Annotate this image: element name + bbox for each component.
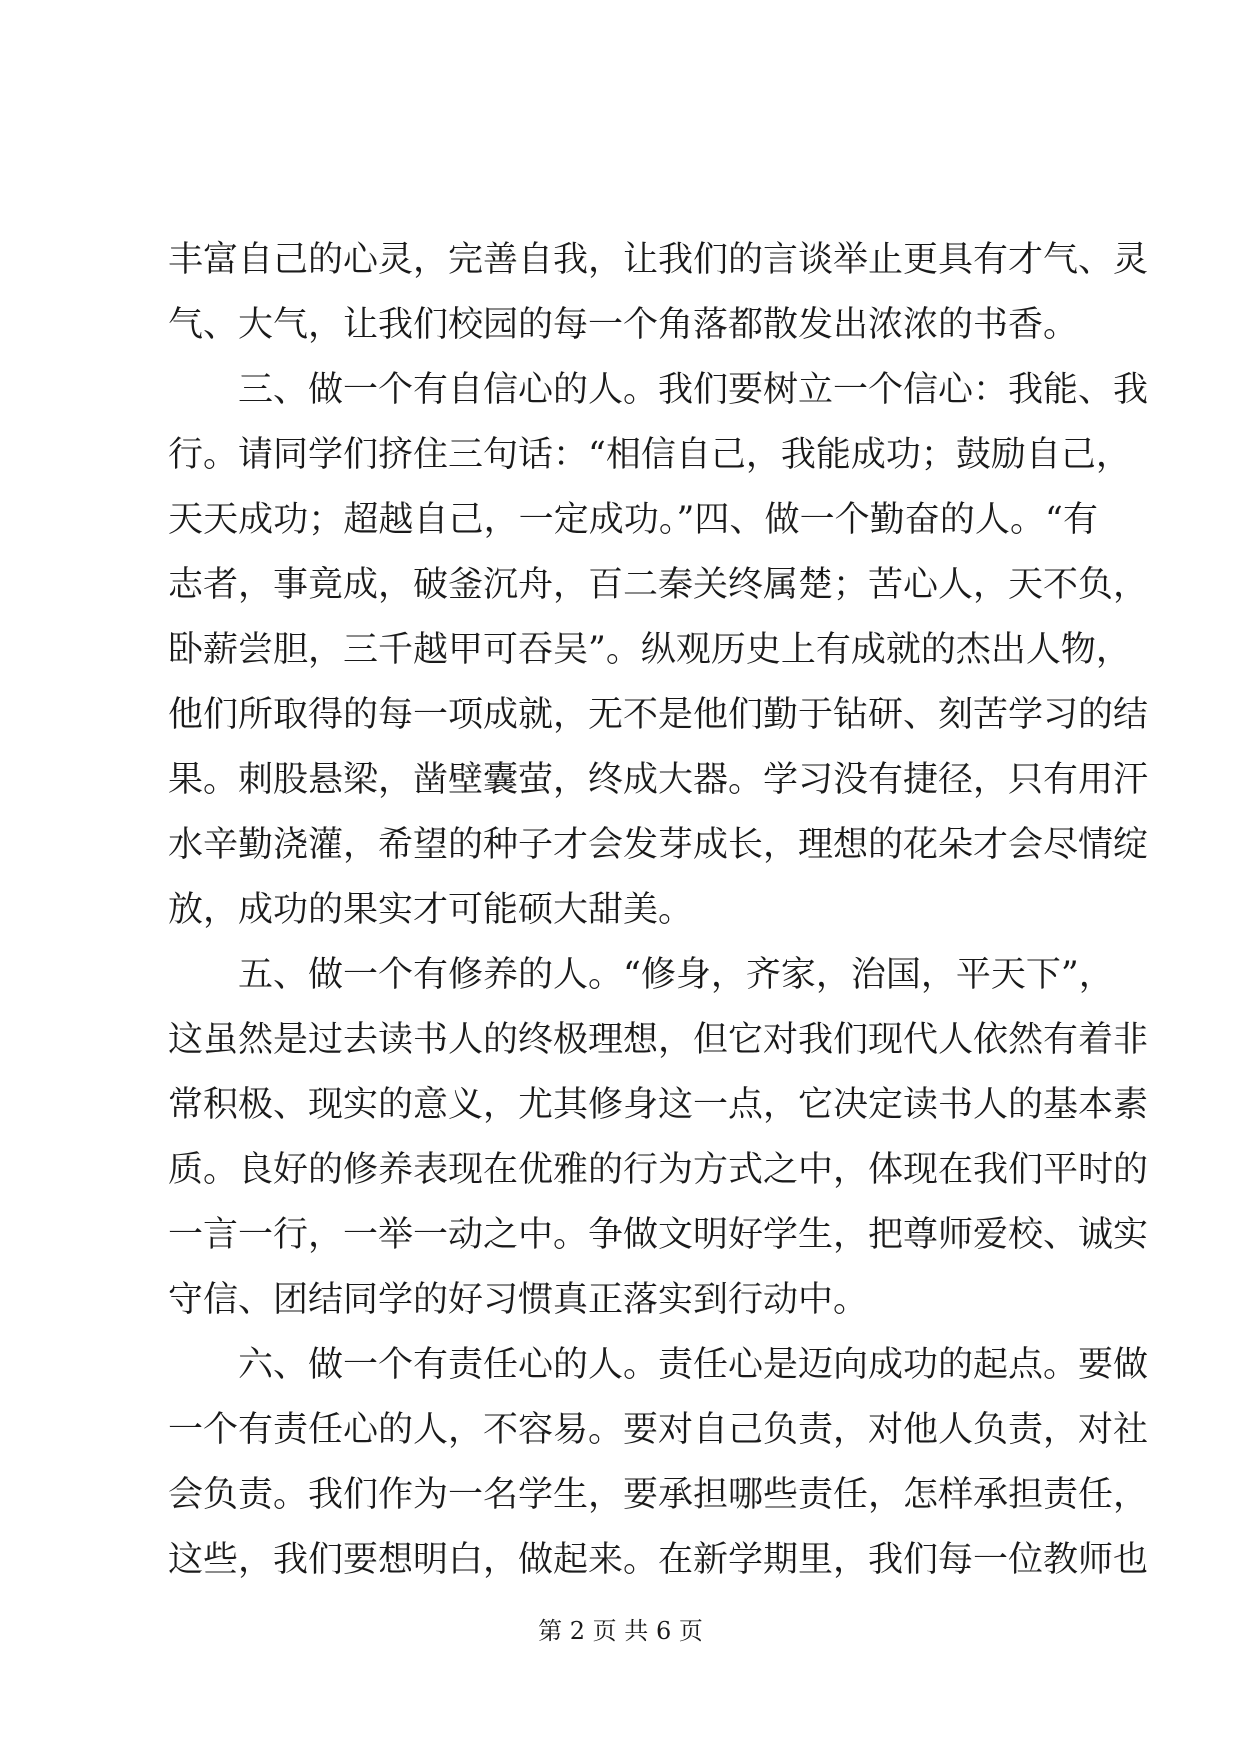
text-line: 果。刺股悬梁，凿壁囊萤，终成大器。学习没有捷径，只有用汗 xyxy=(168,760,1149,800)
text-line: 丰富自己的心灵，完善自我，让我们的言谈举止更具有才气、灵 xyxy=(168,240,1149,280)
paragraph-start-line: 六、做一个有责任心的人。责任心是迈向成功的起点。要做 xyxy=(238,1345,1149,1385)
paragraph-start-line: 三、做一个有自信心的人。我们要树立一个信心：我能、我 xyxy=(238,370,1149,410)
text-line: 气、大气，让我们校园的每一个角落都散发出浓浓的书香。 xyxy=(168,305,1079,345)
text-line: 行。请同学们挤住三句话：“相信自己，我能成功；鼓励自己， xyxy=(168,435,1131,475)
text-line: 会负责。我们作为一名学生，要承担哪些责任，怎样承担责任， xyxy=(168,1475,1149,1515)
text-line: 天天成功；超越自己，一定成功。”四、做一个勤奋的人。“有 xyxy=(168,500,1098,540)
text-line: 质。良好的修养表现在优雅的行为方式之中，体现在我们平时的 xyxy=(168,1150,1149,1190)
text-line: 常积极、现实的意义，尤其修身这一点，它决定读书人的基本素 xyxy=(168,1085,1149,1125)
text-line: 一言一行，一举一动之中。争做文明好学生，把尊师爱校、诚实 xyxy=(168,1215,1149,1255)
text-line: 卧薪尝胆，三千越甲可吞吴”。纵观历史上有成就的杰出人物， xyxy=(168,630,1131,670)
document-body xyxy=(168,228,1149,1593)
text-line: 这些，我们要想明白，做起来。在新学期里，我们每一位教师也 xyxy=(168,1540,1149,1580)
paragraph-start-line: 五、做一个有修养的人。“修身，齐家，治国，平天下”， xyxy=(238,955,1114,995)
text-line: 这虽然是过去读书人的终极理想，但它对我们现代人依然有着非 xyxy=(168,1020,1149,1060)
text-line: 志者，事竟成，破釜沉舟，百二秦关终属楚；苦心人，天不负， xyxy=(168,565,1149,605)
text-line: 守信、团结同学的好习惯真正落实到行动中。 xyxy=(168,1280,869,1320)
text-line: 水辛勤浇灌，希望的种子才会发芽成长，理想的花朵才会尽情绽 xyxy=(168,825,1149,865)
text-line: 他们所取得的每一项成就，无不是他们勤于钻研、刻苦学习的结 xyxy=(168,695,1149,735)
text-line: 一个有责任心的人，不容易。要对自己负责，对他人负责，对社 xyxy=(168,1410,1149,1450)
page-number-footer: 第 2 页 共 6 页 xyxy=(538,1617,703,1645)
text-line: 放，成功的果实才可能硕大甜美。 xyxy=(168,890,694,930)
